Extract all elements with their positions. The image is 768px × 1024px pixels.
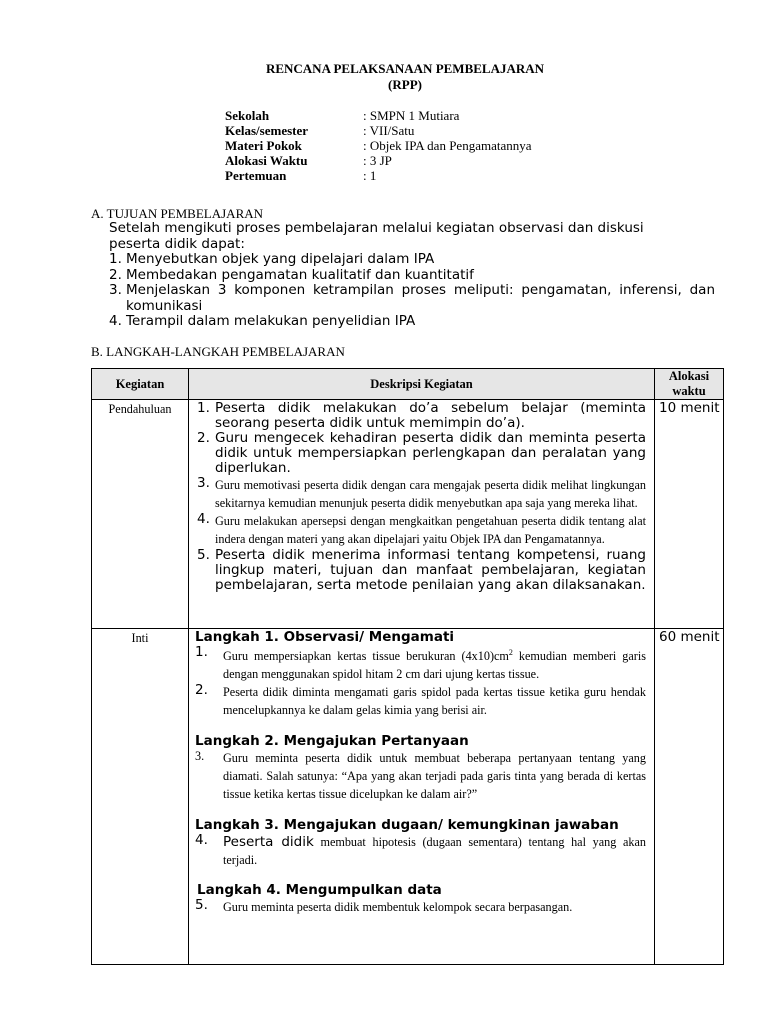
list-item: 4. Guru melakukan apersepsi dengan mengkaitkan pengetahuan peserta didik tentang alat indera dengan materi yang akan dipelajari yaitu Objek IPA dan Pengamatannya.: [197, 511, 646, 546]
list-item: 1. Peserta didik melakukan do’a sebelum belajar (meminta seorang peserta didik untuk memimpin do’a).: [197, 400, 646, 431]
info-row-kelas: Kelas/semester : VII/Satu: [225, 123, 415, 138]
list-item: 3. Guru meminta peserta didik untuk membuat beberapa pertanyaan tentang yang diamati. Salah satunya: “Apa yang akan terjadi pada garis tinta yang berada di kertas tissue ketika kertas tissue dicelupkan ke dalam air?”: [195, 749, 646, 802]
col-kegiatan-header: Kegiatan: [92, 369, 189, 400]
section-b-heading: B. LANGKAH-LANGKAH PEMBELAJARAN: [91, 344, 345, 359]
identity-info: [225, 108, 532, 183]
info-row-alokasi: Alokasi Waktu : 3 JP: [225, 153, 392, 168]
learning-steps-table: [91, 368, 724, 965]
section-a-intro-2: peserta didik dapat:: [109, 235, 245, 252]
col-alokasi-header: Alokasi waktu: [655, 369, 724, 400]
list-item: 3. Guru memotivasi peserta didik dengan cara mengajak peserta didik melihat lingkungan sekitarnya kemudian menunjuk peserta didik menyebutkan apa saja yang mereka lihat.: [197, 475, 646, 510]
goal-item: 1. Menyebutkan objek yang dipelajari dalam IPA: [109, 251, 435, 267]
col-deskripsi-header: Deskripsi Kegiatan: [189, 369, 655, 400]
section-a-heading: A. TUJUAN PEMBELAJARAN: [91, 206, 264, 221]
list-item: 2. Guru mengecek kehadiran peserta didik dan meminta peserta didik untuk mempersiapkan perlengkapan dan peralatan yang diperlukan.: [197, 430, 646, 476]
section-a-intro: Setelah mengikuti proses pembelajaran melalui kegiatan observasi dan diskusi: [109, 220, 644, 236]
alokasi-pendahuluan: 10 menit: [655, 400, 724, 629]
alokasi-inti: 60 menit: [655, 629, 724, 965]
step-2-heading: Langkah 2. Mengajukan Pertanyaan: [195, 733, 469, 750]
step-3-heading: Langkah 3. Mengajukan dugaan/ kemungkinan jawaban: [195, 817, 619, 834]
step-1-heading: Langkah 1. Observasi/ Mengamati: [195, 629, 455, 645]
list-item: 5. Peserta didik menerima informasi tentang kompetensi, ruang lingkup materi, tujuan dan manfaat pembelajaran, kegiatan pembelajaran, serta metode penilaian yang akan dilaksanakan.: [197, 547, 646, 593]
kegiatan-inti: Inti: [92, 629, 189, 965]
table-row: [92, 629, 724, 965]
list-item: 1. Guru mempersiapkan kertas tissue berukuran $(4x10)cm^2$ kemudian memberi garis dengan menggunakan spidol hitam 2 cm dari ujung kertas tissue.: [195, 644, 646, 682]
pendahuluan-description: [189, 400, 655, 629]
goal-item: 2. Membedakan pengamatan kualitatif dan kuantitatif: [109, 266, 474, 283]
list-item: 2. Peserta didik diminta mengamati garis spidol pada kertas tissue ketika guru hendak mencelupkannya ke dalam gelas kimia yang berisi air.: [195, 682, 646, 718]
table-header-row: [92, 369, 724, 400]
step-4-heading: Langkah 4. Mengumpulkan data: [197, 882, 442, 899]
table-row: [92, 400, 724, 629]
list-item: 4. Peserta didik membuat hipotesis (dugaan sementara) tentang hal yang akan terjadi.: [195, 832, 646, 868]
document-subtitle: (RPP): [388, 77, 422, 92]
goal-item: 4. Terampil dalam melakukan penyelidian IPA: [109, 313, 416, 329]
inti-description: [189, 629, 655, 965]
info-row-sekolah: Sekolah : SMPN 1 Mutiara: [225, 108, 460, 123]
kegiatan-pendahuluan: Pendahuluan: [92, 400, 189, 629]
info-row-pertemuan: Pertemuan : 1: [225, 168, 377, 183]
list-item: 5. Guru meminta peserta didik membentuk kelompok secara berpasangan.: [195, 897, 573, 915]
goal-item: 3. Menjelaskan 3 komponen ketrampilan proses meliputi: pengamatan, inferensi, dan komunikasi: [109, 282, 715, 314]
info-row-materi: Materi Pokok : Objek IPA dan Pengamatannya: [225, 138, 532, 153]
section-a-body: [109, 221, 715, 330]
document-title: RENCANA PELAKSANAAN PEMBELAJARAN: [265, 61, 545, 76]
